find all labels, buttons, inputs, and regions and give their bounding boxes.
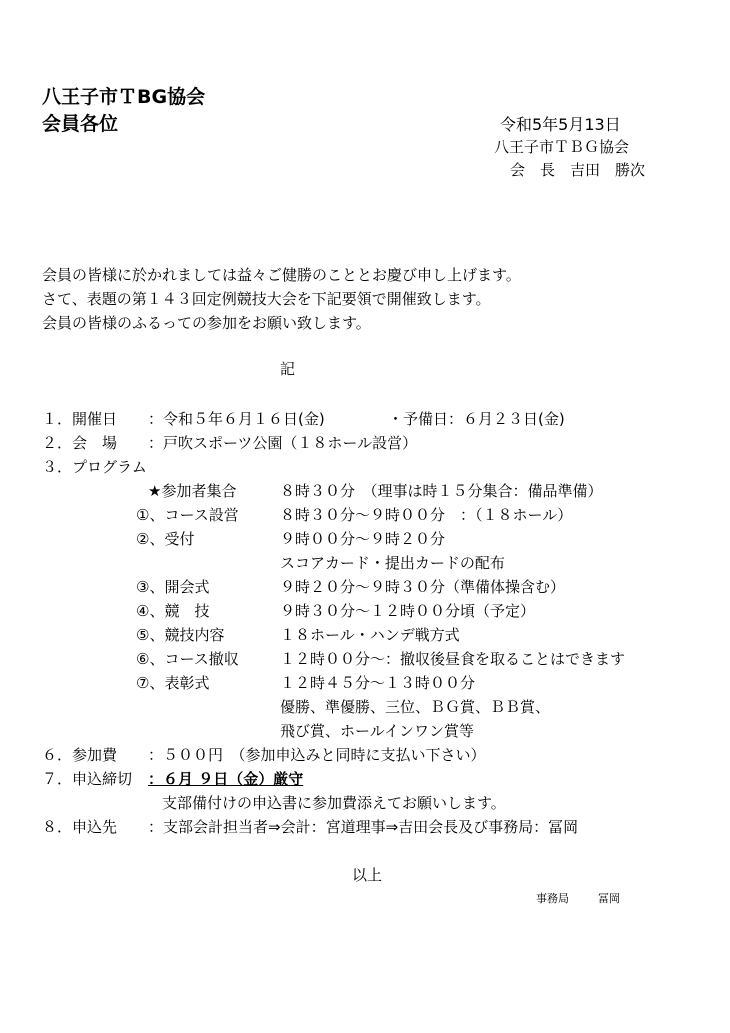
program-value: １２時００分～：撤収後昼食を取ることはできます xyxy=(280,650,626,668)
program-value: １８ホール・ハンデ戦方式 xyxy=(280,626,460,644)
item-7-label: ７．申込締切 xyxy=(42,770,133,788)
item-1-label: １．開催日 xyxy=(42,410,118,428)
program-label: ①、コース設営 xyxy=(136,506,239,524)
program-label: ⑥、コース撤収 xyxy=(136,650,239,668)
program-value: ８時３０分 （理事は時１５分集合：備品準備） xyxy=(280,482,603,500)
program-label: ④、競 技 xyxy=(136,602,210,620)
addressee: 会員各位 xyxy=(42,113,119,135)
org-title: 八王子市ＴBG協会 xyxy=(42,86,206,108)
ki-heading: 記 xyxy=(280,360,296,378)
program-value: １２時４５分～１３時００分 xyxy=(280,674,476,692)
program-value: ８時３０分～９時００分 ：（１８ホール） xyxy=(280,506,573,524)
item-8-label: ８．申込先 xyxy=(42,818,118,836)
document-date: 令和5年5月13日 xyxy=(500,115,621,134)
item-3-label: ３．プログラム xyxy=(42,458,147,476)
program-label: ★参加者集合 xyxy=(148,482,237,500)
item-6-value: ：５００円 （参加申込みと同時に支払い下さい） xyxy=(148,746,486,764)
item-7-note: 支部備付けの申込書に参加費添えてお願いします。 xyxy=(162,794,506,812)
item-2-value: ：戸吹スポーツ公園（１８ホール設営） xyxy=(148,434,418,452)
sender-name: 会 長 吉田 勝次 xyxy=(510,161,646,179)
program-label: ③、開会式 xyxy=(136,578,210,596)
intro-line-2: さて、表題の第１４３回定例競技大会を下記要領で開催致します。 xyxy=(42,290,491,308)
program-label: ⑤、競技内容 xyxy=(136,626,225,644)
program-value: ９時００分～９時２０分 xyxy=(280,530,446,548)
item-6-label: ６．参加費 xyxy=(42,746,118,764)
footer-name: 冨岡 xyxy=(598,892,620,905)
sender-org: 八王子市ＴＢＧ協会 xyxy=(494,138,630,156)
program-label: ②、受付 xyxy=(136,530,195,548)
program-value: 優勝、準優勝、三位、ＢＧ賞、ＢＢ賞、 xyxy=(280,698,551,716)
item-2-label: ２．会 場 xyxy=(42,434,118,452)
item-7-value: ：６月 ９日（金）厳守 xyxy=(148,770,304,788)
footer-office: 事務局 xyxy=(536,892,569,905)
item-8-value: ：支部会計担当者⇒会計：宮道理事⇒吉田会長及び事務局：冨岡 xyxy=(148,818,579,836)
closing: 以上 xyxy=(352,866,383,884)
program-label: ⑦、表彰式 xyxy=(136,674,210,692)
item-1-value: ：令和５年６月１６日(金) xyxy=(148,410,325,428)
program-value: スコアカード・提出カードの配布 xyxy=(280,554,505,572)
item-1-reserve: ・予備日：６月２３日(金) xyxy=(388,410,565,428)
program-value: ９時３０分～１２時００分頃（予定） xyxy=(280,602,536,620)
program-value: 飛び賞、ホールインワン賞等 xyxy=(280,722,474,740)
intro-line-1: 会員の皆様に於かれましては益々ご健勝のこととお慶び申し上げます。 xyxy=(42,266,521,284)
intro-line-3: 会員の皆様のふるっての参加をお願い致します。 xyxy=(42,314,371,332)
program-value: ９時２０分～９時３０分（準備体操含む） xyxy=(280,578,566,596)
